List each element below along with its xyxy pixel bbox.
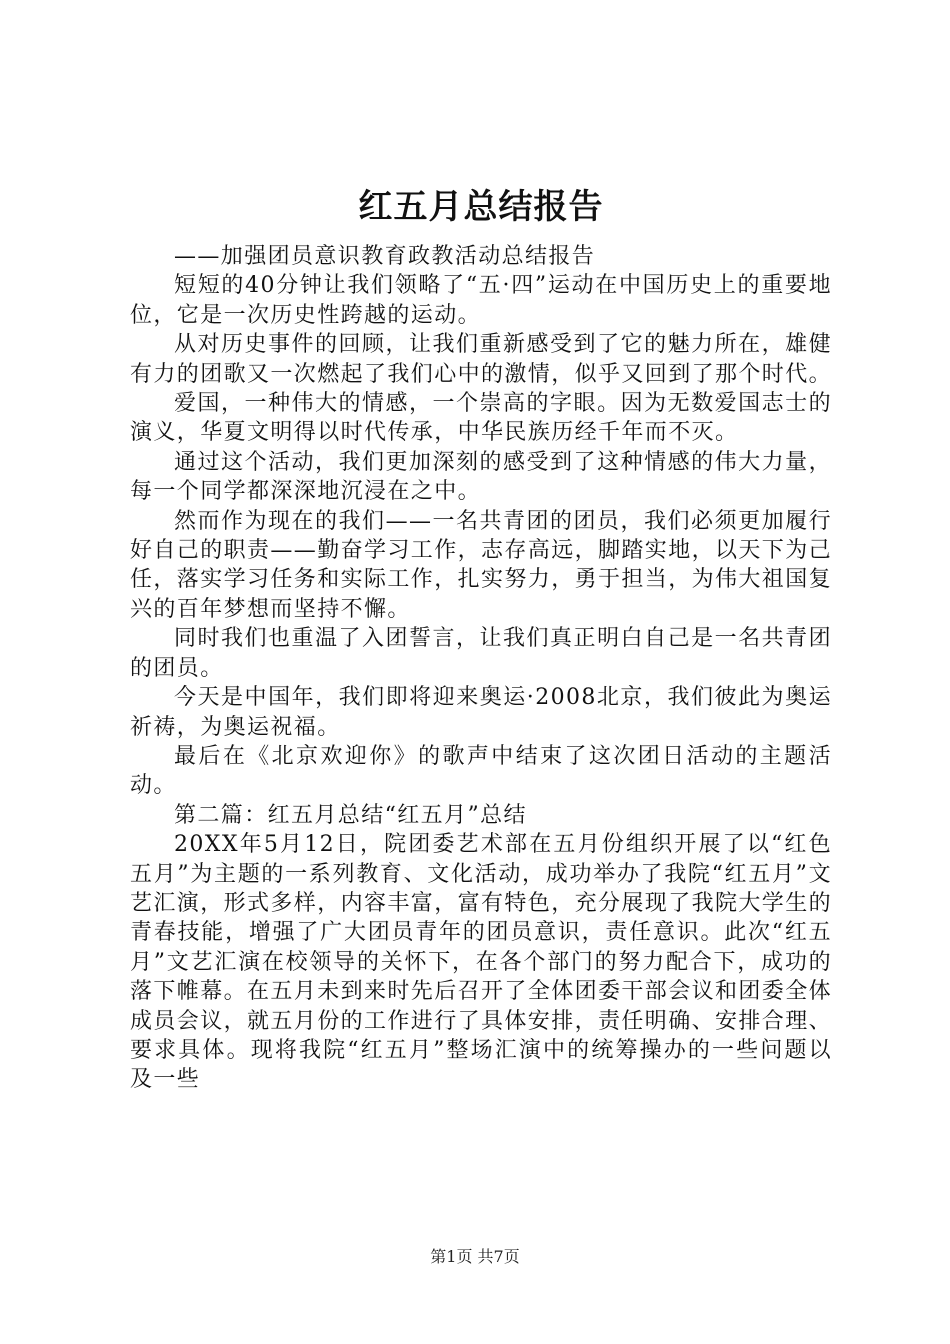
- paragraph-8: 最后在《北京欢迎你》的歌声中结束了这次团日活动的主题活动。: [130, 743, 832, 799]
- page-number-footer: 第1页 共7页: [430, 1247, 520, 1266]
- paragraph-4: 通过这个活动，我们更加深刻的感受到了这种情感的伟大力量，每一个同学都深深地沉浸在之中。: [130, 449, 832, 505]
- paragraph-9: 20XX年5月12日，院团委艺术部在五月份组织开展了以“红色五月”为主题的一系列教育、文化活动，成功举办了我院“红五月”文艺汇演，形式多样，内容丰富，富有特色，充分展现了我院大学生的青春技能，增强了广大团员青年的团员意识，责任意识。此次“红五月”文艺汇演在校领导的关怀下，在各个部门的努力配合下，成功的落下帷幕。在五月未到来时先后召开了全体团委干部会议和团委全体成员会议，就五月份的工作进行了具体安排，责任明确、安排合理、要求具体。现将我院“红五月”整场汇演中的统筹操办的一些问题以及一些: [130, 832, 833, 1093]
- document-title: 红五月总结报告: [358, 187, 604, 227]
- paragraph-7: 今天是中国年，我们即将迎来奥运·2008北京，我们彼此为奥运祈祷，为奥运祝福。: [130, 685, 832, 740]
- paragraph-5: 然而作为现在的我们——一名共青团的团员，我们必须更加履行好自己的职责——勤奋学习工作，志存高远，脚踏实地，以天下为己任，落实学习任务和实际工作，扎实努力，勇于担当，为伟大祖国复兴的百年梦想而坚持不懈。: [130, 508, 833, 622]
- paragraph-6: 同时我们也重温了入团誓言，让我们真正明白自己是一名共青团的团员。: [130, 626, 832, 681]
- paragraph-2: 从对历史事件的回顾，让我们重新感受到了它的魅力所在，雄健有力的团歌又一次燃起了我们心中的激情，似乎又回到了那个时代。: [130, 332, 833, 387]
- paragraph-1: 短短的40分钟让我们领略了“五·四”运动在中国历史上的重要地位，它是一次历史性跨越的运动。: [130, 273, 832, 328]
- document-subtitle: ——加强团员意识教育政教活动总结报告: [174, 244, 596, 269]
- section-heading-part-two: 第二篇：红五月总结“红五月”总结: [174, 802, 527, 828]
- paragraph-3: 爱国，一种伟大的情感，一个崇高的字眼。因为无数爱国志士的演义，华夏文明得以时代传承，中华民族历经千年而不灭。: [130, 391, 832, 446]
- document-body: [130, 180, 832, 1095]
